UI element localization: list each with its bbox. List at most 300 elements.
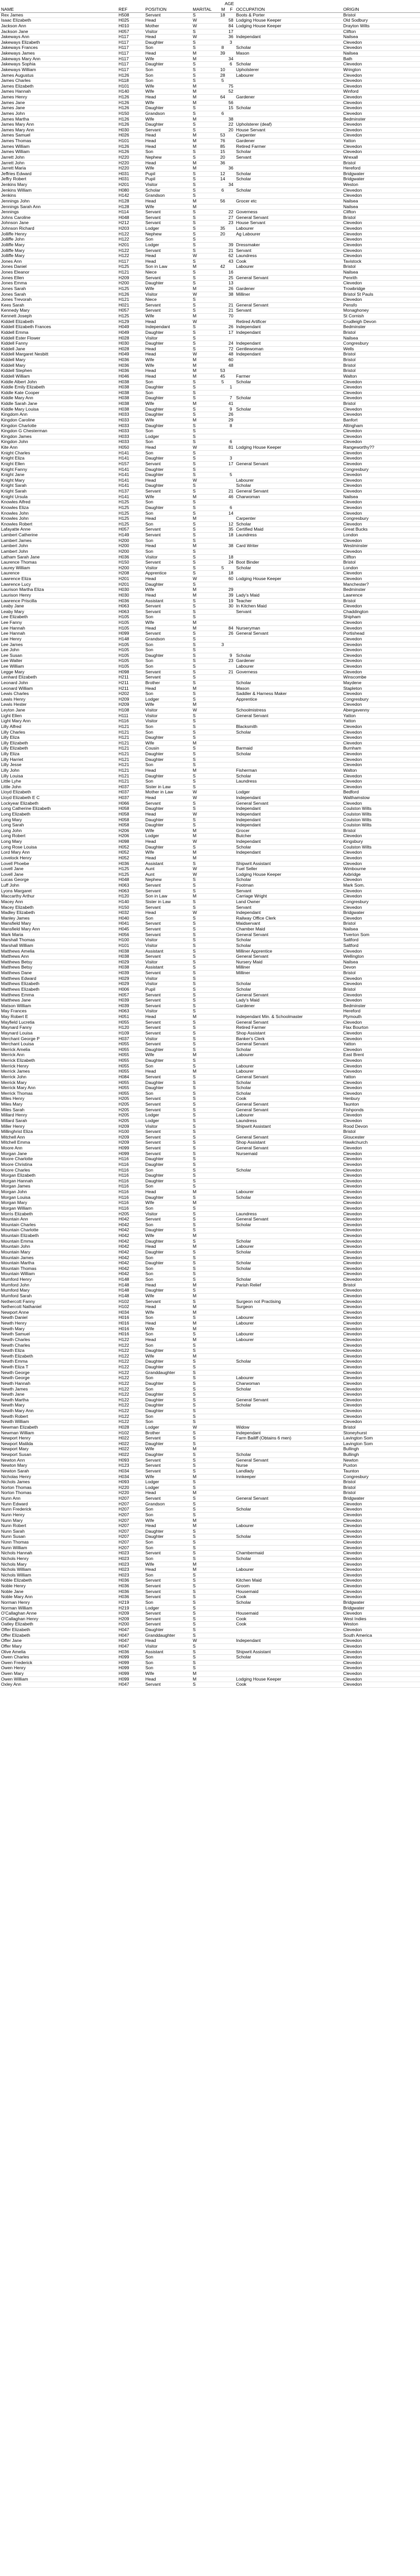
table-row — [0, 1086, 420, 1091]
cell-female-age — [227, 1490, 235, 1496]
cell-occupation: Carpenter — [235, 516, 342, 522]
cell-ref: H117 — [117, 259, 144, 264]
cell-ref: H126 — [117, 149, 144, 155]
cell-male-age — [219, 905, 227, 910]
cell-marital: S — [192, 226, 219, 232]
cell-marital: M — [192, 1671, 219, 1677]
table-row — [0, 538, 420, 544]
cell-name: Lee William — [0, 664, 117, 670]
cell-female-age — [227, 1622, 235, 1628]
cell-female-age — [227, 374, 235, 379]
cell-male-age — [219, 1386, 227, 1392]
cell-occupation: Nurse — [235, 1463, 342, 1469]
cell-origin: Clevedon — [342, 100, 420, 106]
cell-origin: Portishead — [342, 631, 420, 637]
cell-male-age — [219, 417, 227, 423]
cell-occupation: Labourer — [235, 1567, 342, 1573]
cell-occupation — [235, 116, 342, 122]
cell-female-age — [227, 1151, 235, 1157]
cell-origin: Wellington — [342, 954, 420, 960]
cell-marital: M — [192, 56, 219, 62]
cell-position: Lodger — [144, 697, 192, 702]
cell-ref: H028 — [117, 346, 144, 352]
cell-marital: M — [192, 592, 219, 598]
cell-marital: S — [192, 1660, 219, 1666]
cell-ref: H023 — [117, 1556, 144, 1562]
cell-marital: S — [192, 467, 219, 472]
cell-marital: S — [192, 932, 219, 938]
cell-male-age — [219, 1655, 227, 1660]
cell-male-age — [219, 938, 227, 943]
cell-name: Merrick Mary Ann — [0, 1086, 117, 1091]
cell-female-age — [227, 500, 235, 505]
cell-ref: H047 — [117, 1628, 144, 1633]
cell-male-age — [219, 1501, 227, 1507]
cell-female-age — [227, 1370, 235, 1376]
cell-occupation: Scholar — [235, 565, 342, 571]
cell-male-age — [219, 221, 227, 226]
cell-name: Long Mary — [0, 817, 117, 823]
cell-marital: S — [192, 1468, 219, 1474]
cell-name: Nichols William — [0, 1567, 117, 1573]
cell-origin: Clevedon — [342, 1595, 420, 1600]
cell-occupation: Labourer — [235, 478, 342, 483]
cell-ref: H126 — [117, 116, 144, 122]
cell-occupation: Gardener — [235, 139, 342, 144]
cell-male-age — [219, 166, 227, 172]
table-row — [0, 1436, 420, 1442]
cell-position: Servant — [144, 675, 192, 681]
cell-marital: S — [192, 823, 219, 828]
cell-male-age — [219, 735, 227, 741]
cell-occupation: Boot Binder — [235, 560, 342, 566]
cell-female-age — [227, 773, 235, 779]
cell-name: Newport Susan — [0, 1452, 117, 1458]
table-row — [0, 795, 420, 801]
cell-occupation: Scholar — [235, 987, 342, 992]
table-row — [0, 1217, 420, 1223]
cell-male-age — [219, 1600, 227, 1605]
cell-name: Newth Mary — [0, 1326, 117, 1332]
cell-male-age — [219, 193, 227, 199]
cell-female-age: 75 — [227, 83, 235, 89]
cell-male-age — [219, 1266, 227, 1272]
cell-position: Aunt — [144, 867, 192, 872]
cell-marital: M — [192, 834, 219, 839]
cell-marital: S — [192, 297, 219, 303]
cell-female-age — [227, 806, 235, 812]
cell-origin: Clevedon — [342, 1255, 420, 1261]
cell-marital: S — [192, 1074, 219, 1080]
cell-male-age — [219, 669, 227, 675]
cell-female-age: 29 — [227, 587, 235, 593]
cell-name: Mountain Martha — [0, 1261, 117, 1266]
cell-female-age — [227, 740, 235, 746]
cell-ref: H102 — [117, 1430, 144, 1436]
cell-ref: H093 — [117, 1480, 144, 1485]
cell-position: Servant — [144, 888, 192, 894]
cell-position: Son — [144, 549, 192, 554]
cell-ref: H030 — [117, 127, 144, 133]
cell-position: Son — [144, 1507, 192, 1513]
table-row — [0, 253, 420, 259]
cell-ref: H057 — [117, 992, 144, 998]
cell-occupation: General Servant — [235, 302, 342, 308]
cell-ref: H057 — [117, 29, 144, 35]
cell-name: Mitchell Emma — [0, 1140, 117, 1146]
cell-ref: H122 — [117, 1419, 144, 1425]
cell-female-age — [227, 1452, 235, 1458]
cell-marital: S — [192, 642, 219, 648]
cell-origin: Newton — [342, 1458, 420, 1463]
cell-marital: S — [192, 461, 219, 467]
cell-name: Lawrence Priscilla — [0, 598, 117, 604]
cell-marital: S — [192, 1288, 219, 1294]
cell-female-age — [227, 1556, 235, 1562]
cell-position: Son — [144, 1091, 192, 1096]
table-row — [0, 1376, 420, 1381]
cell-male-age — [219, 18, 227, 24]
cell-position: Daughter — [144, 1261, 192, 1266]
cell-female-age — [227, 1392, 235, 1398]
cell-ref: H038 — [117, 401, 144, 407]
cell-male-age — [219, 242, 227, 248]
cell-female-age: 38 — [227, 544, 235, 549]
cell-ref: H148 — [117, 1293, 144, 1299]
cell-marital: S — [192, 521, 219, 527]
cell-female-age: 62 — [227, 253, 235, 259]
cell-ref: H042 — [117, 1244, 144, 1250]
cell-name: Newth Eliza T — [0, 1365, 117, 1370]
cell-ref: H125 — [117, 264, 144, 270]
cell-name: James Elizabeth — [0, 83, 117, 89]
cell-origin: Clevedon — [342, 538, 420, 544]
cell-occupation: Independant — [235, 330, 342, 335]
cell-male-age — [219, 1628, 227, 1633]
table-row — [0, 1014, 420, 1020]
cell-name: Knowles John — [0, 511, 117, 516]
cell-origin: Clevedon — [342, 390, 420, 396]
cell-occupation: Gardener — [235, 95, 342, 100]
cell-male-age — [219, 116, 227, 122]
cell-occupation: Independant — [235, 352, 342, 358]
cell-origin: Puxton — [342, 1463, 420, 1469]
cell-position: Wife — [144, 401, 192, 407]
cell-ref: H025 — [117, 18, 144, 24]
cell-position: Servant — [144, 12, 192, 18]
cell-origin: Congresbury — [342, 341, 420, 347]
cell-ref: H114 — [117, 210, 144, 215]
cell-ref: H063 — [117, 883, 144, 889]
cell-female-age: 36 — [227, 166, 235, 172]
cell-occupation — [235, 1272, 342, 1277]
cell-female-age — [227, 1540, 235, 1546]
table-row — [0, 45, 420, 51]
table-row — [0, 270, 420, 276]
table-row — [0, 1343, 420, 1348]
table-row — [0, 1392, 420, 1398]
cell-female-age — [227, 1337, 235, 1343]
cell-female-age — [227, 1249, 235, 1255]
cell-female-age — [227, 844, 235, 850]
cell-occupation — [235, 1173, 342, 1179]
cell-position: Son — [144, 664, 192, 670]
cell-position: Head — [144, 686, 192, 691]
cell-occupation: Retired Farmer — [235, 1025, 342, 1031]
cell-ref: H032 — [117, 910, 144, 916]
cell-ref: H039 — [117, 971, 144, 976]
cell-marital: S — [192, 1332, 219, 1337]
cell-name: Nethercott Fanny — [0, 1299, 117, 1304]
cell-female-age — [227, 1206, 235, 1211]
cell-position: Daughter — [144, 1403, 192, 1409]
table-row — [0, 204, 420, 210]
cell-position: Servant — [144, 932, 192, 938]
cell-male-age: 12 — [219, 171, 227, 177]
cell-marital: S — [192, 1107, 219, 1113]
cell-occupation — [235, 648, 342, 653]
cell-name: Lee Hannah — [0, 625, 117, 631]
cell-male-age — [219, 697, 227, 702]
cell-position: Servant — [144, 801, 192, 806]
cell-occupation — [235, 740, 342, 746]
cell-name: Jenkins William — [0, 188, 117, 193]
cell-name: Jakeways James — [0, 51, 117, 57]
table-row — [0, 456, 420, 462]
cell-occupation — [235, 56, 342, 62]
cell-position: Visitor — [144, 292, 192, 297]
cell-ref: H116 — [117, 1167, 144, 1173]
cell-position: Wife — [144, 1326, 192, 1332]
cell-position: Daughter — [144, 483, 192, 489]
cell-occupation: Labourer — [235, 73, 342, 78]
cell-marital: W — [192, 292, 219, 297]
column-header-female-age: F — [227, 7, 235, 12]
cell-ref: H116 — [117, 1184, 144, 1190]
cell-marital: S — [192, 927, 219, 933]
cell-name: Nunn Sarah — [0, 1529, 117, 1534]
cell-name: Millard Henry — [0, 1113, 117, 1118]
cell-position: Visitor — [144, 959, 192, 965]
cell-ref: H125 — [117, 521, 144, 527]
cell-marital: W — [192, 867, 219, 872]
cell-female-age: 35 — [227, 527, 235, 533]
cell-ref: H036 — [117, 368, 144, 374]
table-row — [0, 467, 420, 472]
cell-name: James Martha — [0, 116, 117, 122]
cell-male-age — [219, 319, 227, 325]
cell-name: Long Mary — [0, 839, 117, 845]
cell-ref: H063 — [117, 604, 144, 609]
cell-origin: Clevedon — [342, 1233, 420, 1239]
table-row — [0, 100, 420, 106]
cell-name: Long Catherine Elizabeth — [0, 806, 117, 812]
table-row — [0, 396, 420, 401]
cell-occupation: Scholar — [235, 1239, 342, 1244]
table-row — [0, 948, 420, 954]
cell-origin: Clevedon — [342, 385, 420, 391]
cell-position: Nephew — [144, 231, 192, 237]
cell-name: Lawrence Eliza — [0, 577, 117, 582]
cell-female-age: 26 — [227, 631, 235, 637]
cell-position: Head — [144, 160, 192, 166]
cell-name: Matthews Betsy — [0, 959, 117, 965]
cell-origin: Clevedon — [342, 450, 420, 456]
cell-origin: Bristol — [342, 264, 420, 270]
cell-marital: S — [192, 1239, 219, 1244]
cell-male-age — [219, 1113, 227, 1118]
table-row — [0, 62, 420, 67]
cell-occupation — [235, 385, 342, 391]
cell-origin: Bristol — [342, 1485, 420, 1490]
cell-origin: Clevedon — [342, 1332, 420, 1337]
cell-occupation — [235, 1009, 342, 1014]
cell-female-age — [227, 1134, 235, 1140]
cell-ref: H117 — [117, 67, 144, 73]
cell-name: Jeffry Robert — [0, 177, 117, 182]
cell-position: Son — [144, 1540, 192, 1546]
cell-occupation — [235, 571, 342, 577]
table-row — [0, 1485, 420, 1490]
cell-marital: S — [192, 1485, 219, 1490]
cell-position: Daughter — [144, 653, 192, 658]
cell-female-age — [227, 954, 235, 960]
cell-origin: Clevedon — [342, 188, 420, 193]
cell-marital: M — [192, 1190, 219, 1195]
cell-marital: M — [192, 1244, 219, 1250]
cell-origin: Fishponds — [342, 1107, 420, 1113]
cell-marital: S — [192, 1643, 219, 1649]
cell-male-age — [219, 948, 227, 954]
table-row — [0, 237, 420, 243]
cell-male-age — [219, 1184, 227, 1190]
cell-ref: H099 — [117, 1660, 144, 1666]
cell-male-age — [219, 779, 227, 785]
cell-male-age — [219, 1162, 227, 1167]
cell-position: Grandson — [144, 1501, 192, 1507]
cell-ref: H056 — [117, 932, 144, 938]
cell-position: Head — [144, 577, 192, 582]
cell-occupation: Ag Labourer — [235, 231, 342, 237]
cell-marital: S — [192, 806, 219, 812]
cell-origin: Nailsea — [342, 51, 420, 57]
cell-name: Kiddle Emily Elizabeth — [0, 385, 117, 391]
cell-female-age — [227, 762, 235, 768]
cell-occupation: Maidservant — [235, 921, 342, 927]
cell-male-age — [219, 839, 227, 845]
cell-origin: Clevedon — [342, 1551, 420, 1556]
table-row — [0, 1529, 420, 1534]
cell-name: Rex James — [0, 12, 117, 18]
cell-origin: Clevedon — [342, 1151, 420, 1157]
cell-name: Lucas George — [0, 877, 117, 883]
cell-female-age — [227, 1447, 235, 1452]
cell-ref: H055 — [117, 1091, 144, 1096]
table-row — [0, 292, 420, 297]
cell-origin: Clevedon — [342, 1058, 420, 1064]
cell-position: Wife — [144, 204, 192, 210]
cell-origin: Clevedon — [342, 992, 420, 998]
cell-occupation — [235, 719, 342, 724]
cell-marital: S — [192, 691, 219, 697]
cell-ref: H209 — [117, 697, 144, 702]
cell-name: Moore Ann — [0, 1146, 117, 1151]
cell-occupation — [235, 1255, 342, 1261]
cell-name: Lilly Eliza — [0, 752, 117, 757]
cell-occupation: Laundress — [235, 253, 342, 259]
cell-female-age — [227, 883, 235, 889]
cell-occupation: Lodging House Keeper — [235, 1676, 342, 1682]
cell-ref: H123 — [117, 1463, 144, 1469]
cell-male-age — [219, 757, 227, 762]
cell-male-age — [219, 1020, 227, 1025]
cell-origin: Clevedon — [342, 1178, 420, 1184]
cell-origin: Bristol — [342, 215, 420, 221]
cell-female-age: 38 — [227, 116, 235, 122]
table-row — [0, 1244, 420, 1250]
cell-ref: H128 — [117, 198, 144, 204]
cell-female-age — [227, 1353, 235, 1359]
cell-origin: Bristol — [342, 12, 420, 18]
cell-name: Mountain James — [0, 1255, 117, 1261]
cell-position: Son — [144, 724, 192, 730]
cell-male-age — [219, 1014, 227, 1020]
cell-female-age: 26 — [227, 412, 235, 418]
table-row — [0, 335, 420, 341]
cell-origin: Clifton — [342, 210, 420, 215]
cell-origin: Burnham — [342, 746, 420, 752]
cell-ref: H201 — [117, 182, 144, 188]
table-row — [0, 1562, 420, 1567]
cell-occupation — [235, 100, 342, 106]
cell-female-age: 30 — [227, 604, 235, 609]
cell-name: Mountain Charles — [0, 1222, 117, 1228]
cell-position: Head — [144, 516, 192, 522]
cell-position: Son — [144, 379, 192, 385]
cell-female-age — [227, 1649, 235, 1655]
table-row — [0, 817, 420, 823]
cell-occupation — [235, 1293, 342, 1299]
cell-female-age — [227, 823, 235, 828]
cell-occupation: In Kitchen Maid — [235, 604, 342, 609]
table-row — [0, 697, 420, 702]
cell-ref: H042 — [117, 1261, 144, 1266]
cell-position: Head — [144, 839, 192, 845]
cell-female-age — [227, 1255, 235, 1261]
cell-name: Knowles John — [0, 516, 117, 522]
table-row — [0, 177, 420, 182]
cell-marital: S — [192, 423, 219, 429]
cell-marital: S — [192, 571, 219, 577]
cell-occupation — [235, 1157, 342, 1162]
cell-position: Wife — [144, 1053, 192, 1058]
cell-origin: Clevedon — [342, 248, 420, 253]
cell-ref: H016 — [117, 1315, 144, 1321]
table-row — [0, 954, 420, 960]
cell-occupation: Shipwrit Assistant — [235, 861, 342, 867]
cell-occupation: Scholar — [235, 752, 342, 757]
cell-position: Servant — [144, 127, 192, 133]
cell-name: Nichols Henry — [0, 1556, 117, 1562]
cell-marital: S — [192, 631, 219, 637]
cell-position: Visitor — [144, 708, 192, 714]
cell-name: Knight Mary — [0, 478, 117, 483]
table-row — [0, 790, 420, 795]
cell-ref: H039 — [117, 1003, 144, 1009]
cell-position: Servant — [144, 1496, 192, 1502]
cell-male-age — [219, 1217, 227, 1223]
cell-marital: S — [192, 127, 219, 133]
